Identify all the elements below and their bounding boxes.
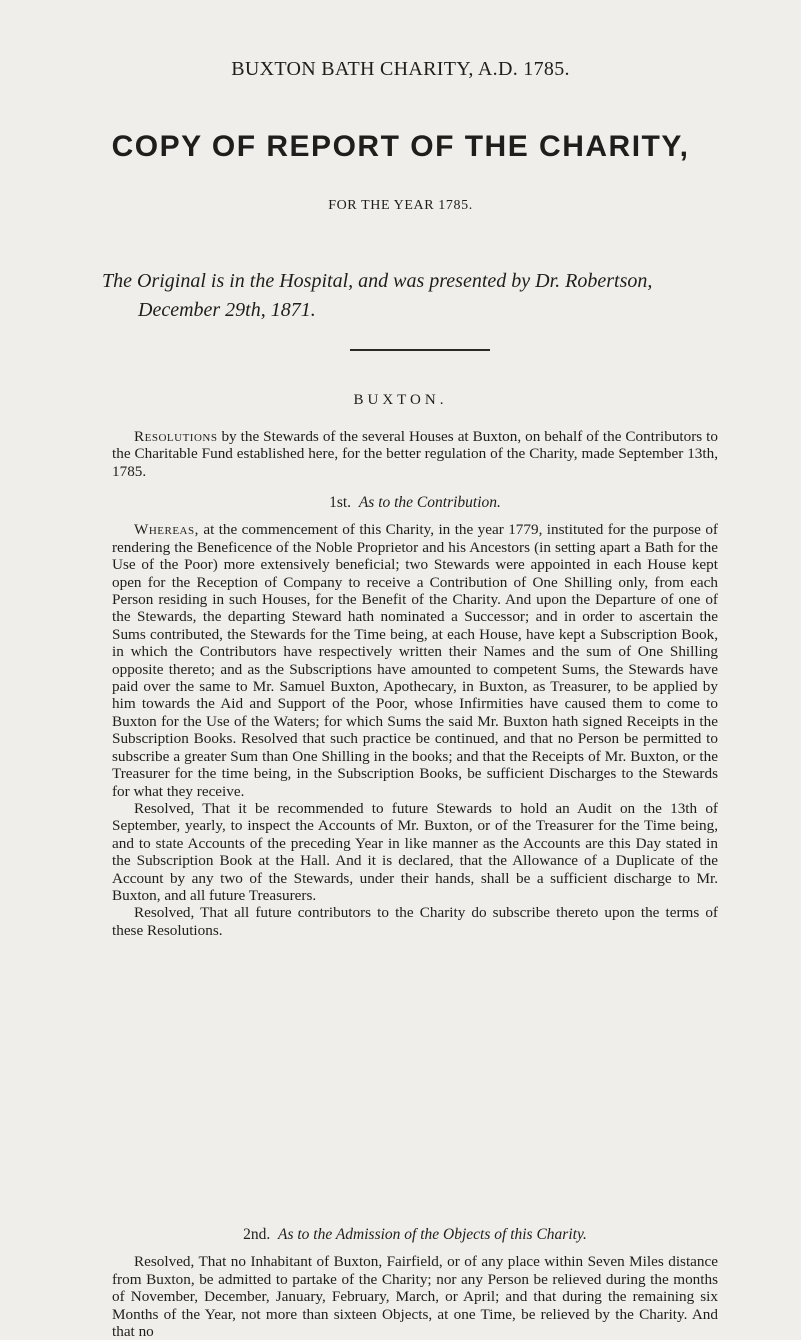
section-2-paragraph-1: Resolved, That no Inhabitant of Buxton, Fairfield, or of any place within Seven Miles distance from Buxton, be admitted to partake of the Charity; nor any Person be relieved during the months of November, December, January, February, March, or April; and that during the remaining six Months of the Year, not more than sixteen Objects, at one Time, be relieved by the Charity. And that no xyxy=(112,1253,718,1340)
divider-rule xyxy=(350,349,490,351)
original-note-line-2: December 29th, 1871. xyxy=(138,299,316,321)
section-1-paragraph-3: Resolved, That all future contributors to the Charity do subscribe thereto upon the terms of these Resolutions. xyxy=(112,904,718,939)
resolutions-intro-text: by the Stewards of the several Houses at Buxton, on behalf of the Contributors to the Charitable Fund established here, for the better regulation of the Charity, made September 13th, 1785. xyxy=(112,428,718,480)
original-note xyxy=(102,267,742,325)
page-subtitle: FOR THE YEAR 1785. xyxy=(328,198,473,213)
section-contribution xyxy=(112,494,718,939)
resolutions-intro-paragraph xyxy=(112,428,718,480)
section-1-heading xyxy=(112,494,718,511)
section-1-paragraph-2: Resolved, That it be recommended to future Stewards to hold an Audit on the 13th of September, yearly, to inspect the Accounts of Mr. Buxton, or of the Treasurer for the Time being, and to state Accounts of the preceding Year in like manner as the Accounts are this Day stated in the Subscription Book at the Hall. And it is declared, that the Allowance of a Duplicate of the Account by any two of the Stewards, under their hands, shall be a sufficient discharge to Mr. Buxton, and all future Treasurers. xyxy=(112,799,718,904)
section-2-title: As to the Admission of the Objects of this Charity. xyxy=(278,1226,587,1243)
section-2-heading xyxy=(112,1226,718,1243)
section-1-paragraph-1-text: at the commencement of this Charity, in the year 1779, instituted for the purpose of rendering the Beneficence of the Noble Proprietor and his Ancestors (in setting apart a Bath for the Use of the Poor) more extensively beneficial; two Stewards were appointed in each House kept open for the Reception of Company to receive a Contribution of One Shilling only, from each Person residing in such Houses, for the Benefit of the Charity. And upon the Departure of one of the Stewards, the departing Steward hath nominated a Successor; and in order to ascertain the Sums contributed, the Stewards for the Time being, at each House, have kept a Subscription Book, in which the Contributors have respectively written their Names and the sum of One Shilling opposite thereto; and as the Subscriptions have amounted to competent Sums, the Stewards have paid over the same to Mr. Samuel Buxton, Apothecary, in Buxton, as Treasurer, to be applied by him towards the Aid and Support of the Poor, whose Infirmities have caused them to come to Buxton for the Use of the Waters; for which Sums the said Mr. Buxton hath signed Receipts in the Subscription Books. Resolved that such practice be continued, and that no Person be permitted to subscribe a greater Sum than One Shilling in the books; and that the Receipts of Mr. Buxton, or the Treasurer for the time being, in the Subscription Books, be sufficient Discharges to the Stewards for what they receive. xyxy=(112,521,718,800)
running-header: BUXTON BATH CHARITY, A.D. 1785. xyxy=(231,58,570,80)
page-title: COPY OF REPORT OF THE CHARITY, xyxy=(111,130,690,163)
section-1-number: 1st. xyxy=(329,494,352,511)
section-1-title: As to the Contribution. xyxy=(358,494,501,511)
section-1-paragraph-1 xyxy=(112,521,718,800)
section-2-number: 2nd. xyxy=(243,1226,271,1243)
place-heading: BUXTON. xyxy=(353,392,448,408)
resolutions-lead-word: Resolutions xyxy=(134,428,218,445)
whereas-lead-word: Whereas, xyxy=(134,521,199,539)
section-admission xyxy=(112,1226,718,1340)
original-note-line-1: The Original is in the Hospital, and was presented by Dr. Robertson, xyxy=(102,270,653,292)
resolutions-intro xyxy=(112,428,718,480)
